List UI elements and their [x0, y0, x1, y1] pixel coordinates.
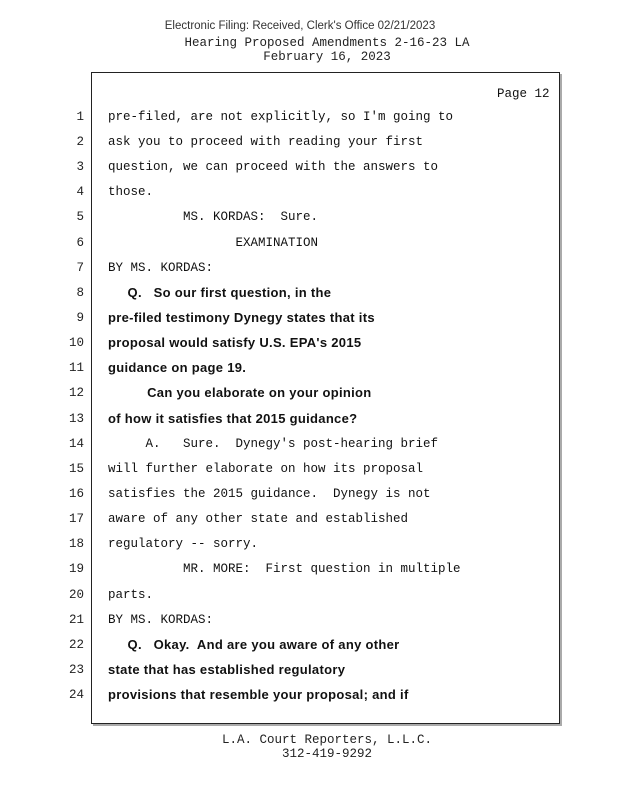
transcript-line: MS. KORDAS: Sure. — [108, 210, 319, 224]
line-number: 19 — [68, 562, 84, 576]
page-number: Page 12 — [497, 87, 550, 101]
transcript-line-bold: of how it satisfies that 2015 guidance? — [108, 411, 358, 426]
line-number: 23 — [68, 663, 84, 677]
transcript-line: will further elaborate on how its proposal — [108, 462, 424, 476]
line-number: 17 — [68, 512, 84, 526]
line-number: 16 — [68, 487, 84, 501]
line-number: 1 — [76, 110, 84, 124]
line-number: 3 — [76, 160, 84, 174]
transcript-line: question, we can proceed with the answers to — [108, 160, 439, 174]
line-number: 20 — [68, 588, 84, 602]
transcript-line: MR. MORE: First question in multiple — [108, 562, 461, 576]
line-number: 6 — [76, 236, 84, 250]
line-number: 7 — [76, 261, 84, 275]
line-number: 9 — [76, 311, 84, 325]
transcript-line: A. Sure. Dynegy's post-hearing brief — [108, 437, 439, 451]
line-number: 18 — [68, 537, 84, 551]
line-number: 22 — [68, 638, 84, 652]
transcript-line: pre-filed, are not explicitly, so I'm going to — [108, 110, 454, 124]
transcript-line: ask you to proceed with reading your first — [108, 135, 424, 149]
transcript-line-bold: state that has established regulatory — [108, 662, 346, 677]
line-number: 11 — [68, 361, 84, 375]
line-number: 8 — [76, 286, 84, 300]
line-number: 21 — [68, 613, 84, 627]
line-number: 13 — [68, 412, 84, 426]
transcript-line-bold: Can you elaborate on your opinion — [108, 385, 372, 400]
line-number: 5 — [76, 210, 84, 224]
transcript-line: parts. — [108, 588, 154, 602]
transcript-line-bold: Q. So our first question, in the — [108, 285, 332, 300]
transcript-line-bold: provisions that resemble your proposal; and if — [108, 687, 409, 702]
transcript-line: BY MS. KORDAS: — [108, 613, 214, 627]
line-number: 10 — [68, 336, 84, 350]
footer-phone: 312-419-9292 — [281, 747, 372, 761]
transcript-line: satisfies the 2015 guidance. Dynegy is not — [108, 487, 431, 501]
filing-stamp: Electronic Filing: Received, Clerk's Office 02/21/2023 — [164, 20, 436, 32]
line-number: 14 — [68, 437, 84, 451]
transcript-line: those. — [108, 185, 154, 199]
header-date: February 16, 2023 — [263, 50, 391, 64]
footer-company: L.A. Court Reporters, L.L.C. — [221, 733, 433, 747]
line-number: 2 — [76, 135, 84, 149]
transcript-line-bold: Q. Okay. And are you aware of any other — [108, 637, 400, 652]
header-title: Hearing Proposed Amendments 2-16-23 LA — [184, 36, 470, 50]
line-number: 24 — [68, 688, 84, 702]
transcript-line: EXAMINATION — [108, 236, 319, 250]
transcript-line-bold: pre-filed testimony Dynegy states that its — [108, 310, 375, 325]
transcript-line: aware of any other state and established — [108, 512, 409, 526]
transcript-line-bold: guidance on page 19. — [108, 360, 247, 375]
line-number: 4 — [76, 185, 84, 199]
line-number: 15 — [68, 462, 84, 476]
line-number: 12 — [68, 386, 84, 400]
transcript-line: BY MS. KORDAS: — [108, 261, 214, 275]
transcript-line-bold: proposal would satisfy U.S. EPA's 2015 — [108, 335, 362, 350]
transcript-line: regulatory -- sorry. — [108, 537, 259, 551]
